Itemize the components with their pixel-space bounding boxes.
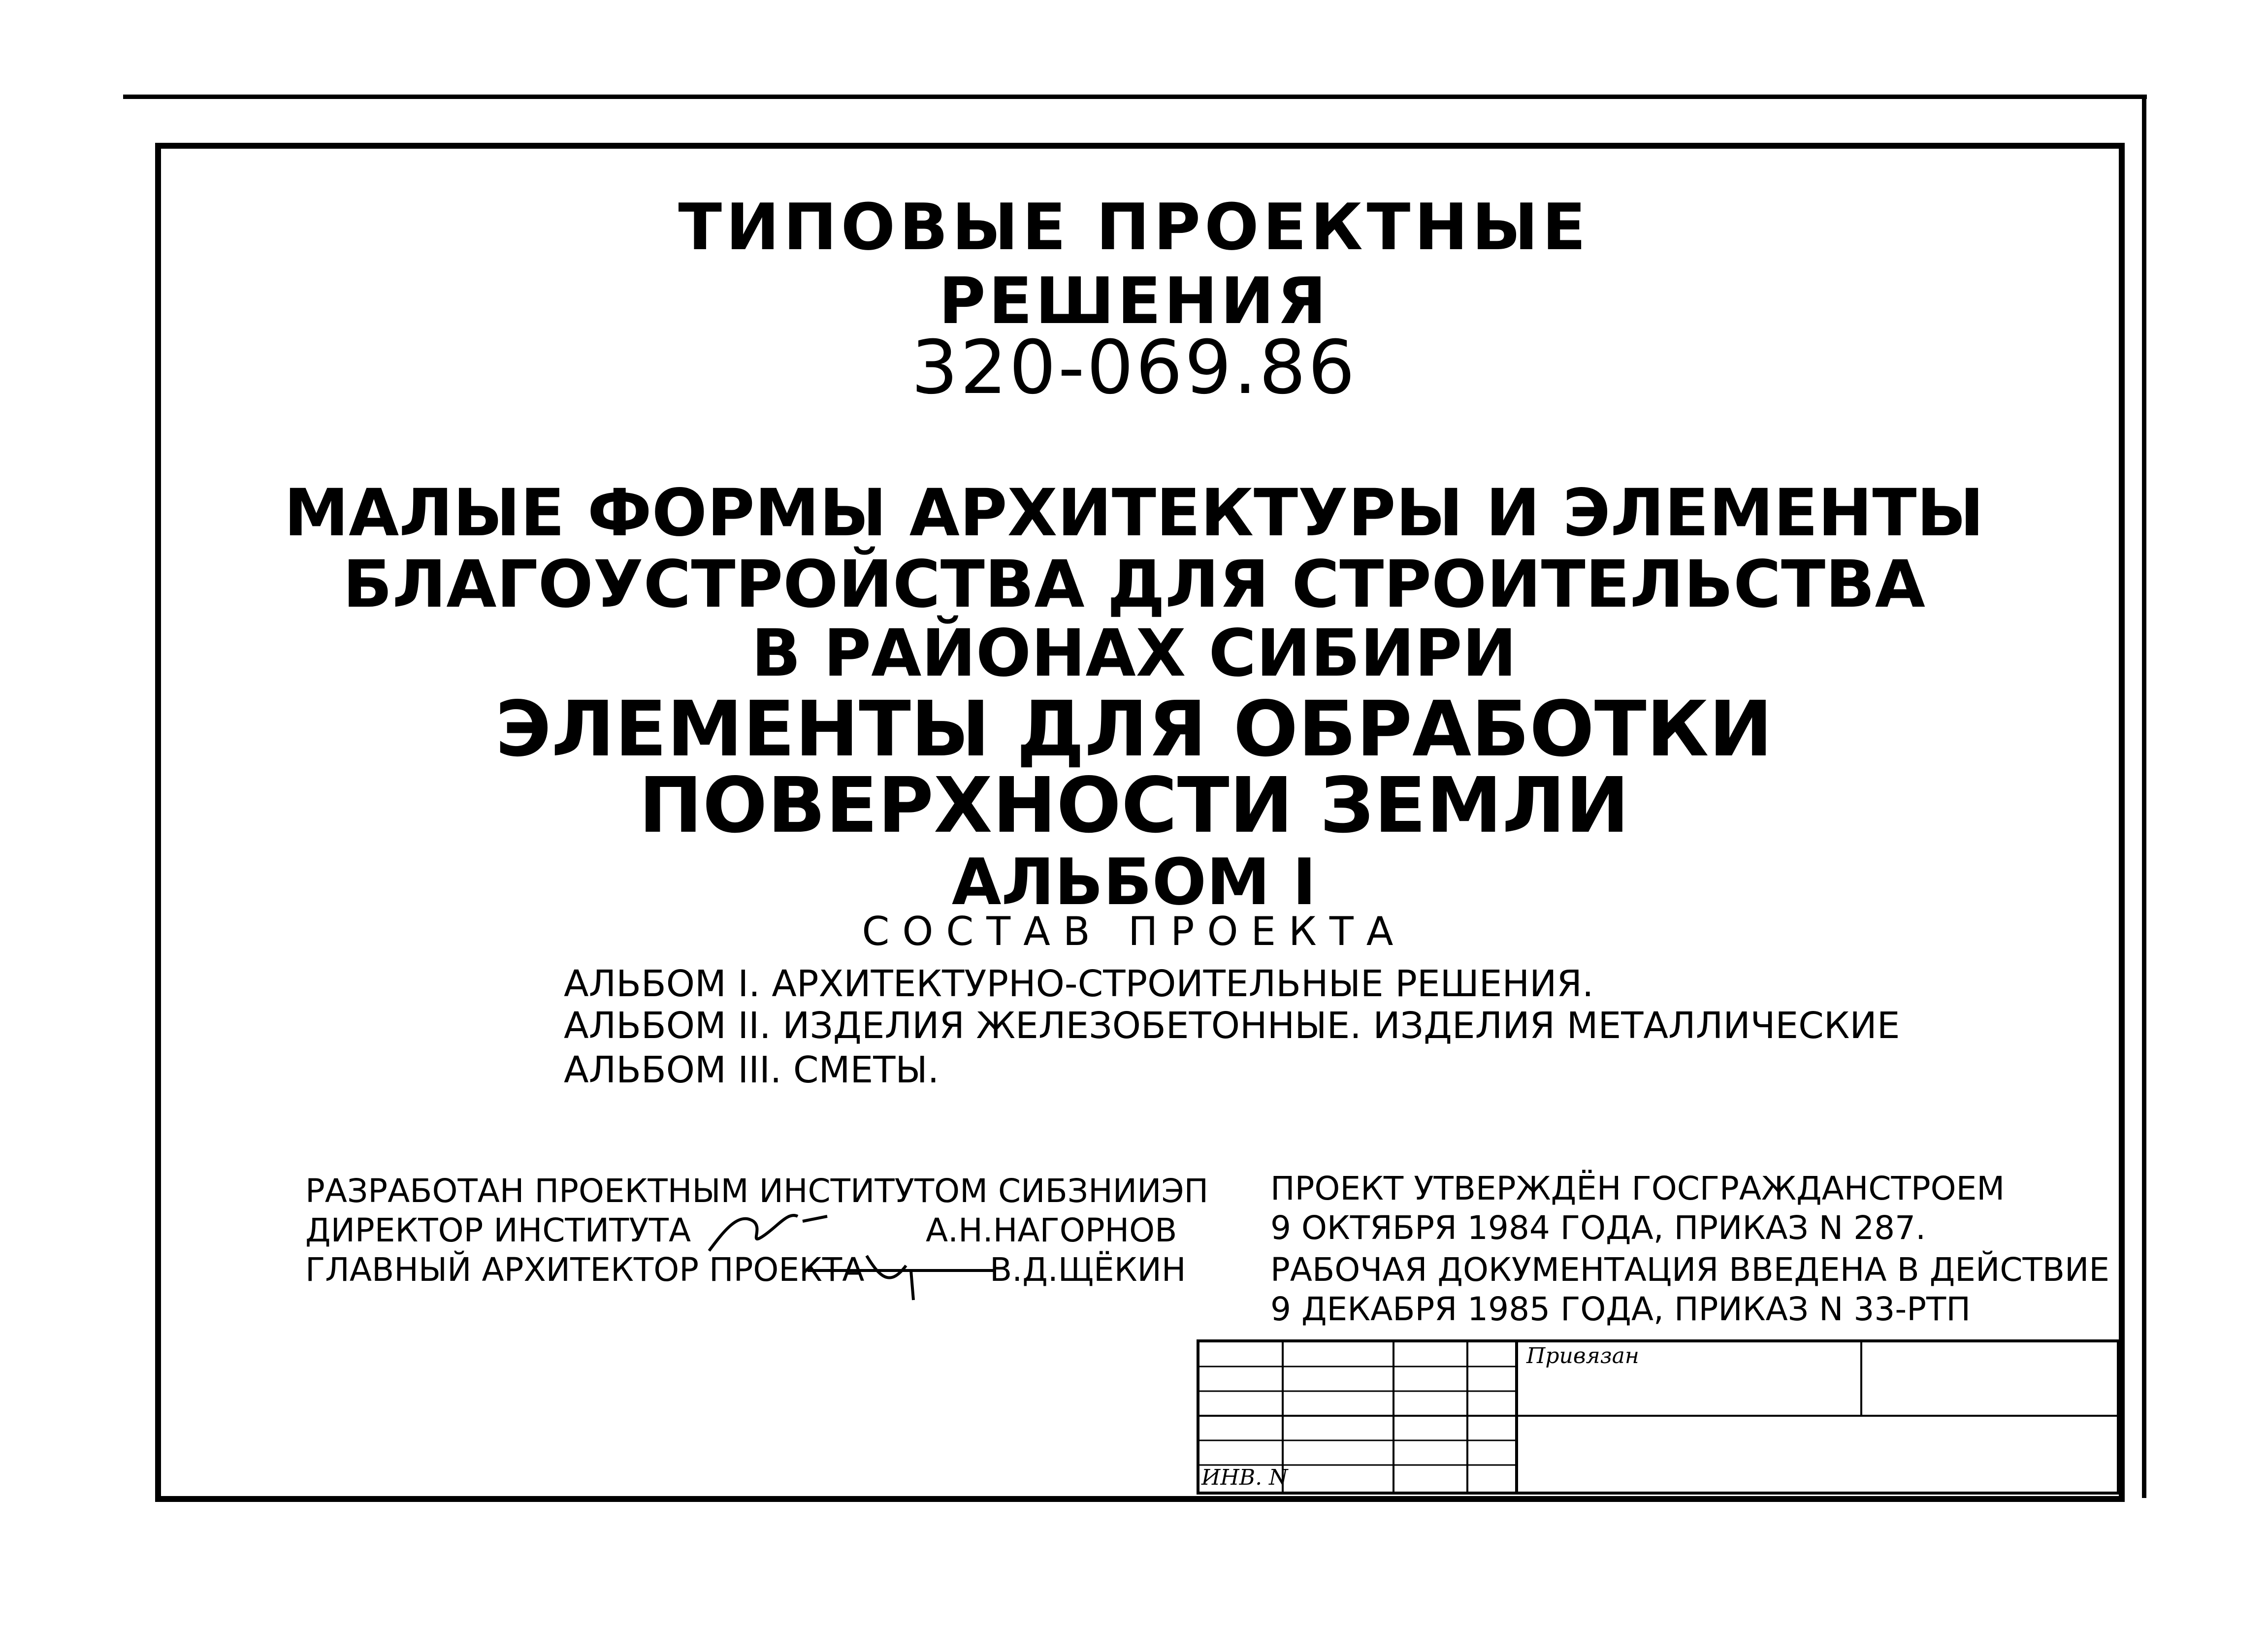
top-rule (123, 95, 2147, 99)
subtitle-line-1: ЭЛЕМЕНТЫ ДЛЯ ОБРАБОТКИ (495, 684, 1773, 774)
director-label: ДИРЕКТОР ИНСТИТУТА (305, 1211, 691, 1249)
director-name: А.Н.НАГОРНОВ (926, 1211, 1177, 1249)
approval-line-4: 9 ДЕКАБРЯ 1985 ГОДА, ПРИКАЗ N 33-РТП (1270, 1290, 1971, 1328)
album-list-item: АЛЬБОМ I. АРХИТЕКТУРНО-СТРОИТЕЛЬНЫЕ РЕШЕНИЯ. (564, 963, 1594, 1005)
architect-name: В.Д.ЩЁКИН (990, 1251, 1186, 1289)
architect-signature (808, 1251, 1004, 1305)
approval-line-3: РАБОЧАЯ ДОКУМЕНТАЦИЯ ВВЕДЕНА В ДЕЙСТВИЕ (1270, 1251, 2110, 1289)
album-heading: АЛЬБОМ I (951, 845, 1317, 919)
architect-label: ГЛАВНЫЙ АРХИТЕКТОР ПРОЕКТА (305, 1251, 865, 1289)
main-title-line-1: МАЛЫЕ ФОРМЫ АРХИТЕКТУРЫ И ЭЛЕМЕНТЫ (284, 475, 1984, 551)
album-list-item: АЛЬБОМ III. СМЕТЫ. (564, 1049, 940, 1091)
title-line-2: РЕШЕНИЯ (939, 263, 1329, 338)
subtitle-line-2: ПОВЕРХНОСТИ ЗЕМЛИ (639, 761, 1629, 850)
title-line-1: ТИПОВЫЕ ПРОЕКТНЫЕ (678, 190, 1590, 264)
approval-line-2: 9 ОКТЯБРЯ 1984 ГОДА, ПРИКАЗ N 287. (1270, 1209, 1926, 1247)
main-title-line-3: В РАЙОНАХ СИБИРИ (751, 616, 1517, 691)
stamp-label: Привязан (1526, 1343, 1639, 1368)
stamp-inventory-label: ИНВ. N (1201, 1465, 1288, 1490)
composition-heading: СОСТАВ ПРОЕКТА (862, 909, 1406, 954)
approval-line-1: ПРОЕКТ УТВЕРЖДЁН ГОСГРАЖДАНСТРОЕМ (1270, 1170, 2005, 1207)
stamp-table (1197, 1339, 2120, 1495)
album-list-item: АЛЬБОМ II. ИЗДЕЛИЯ ЖЕЛЕЗОБЕТОННЫЕ. ИЗДЕЛИЯ МЕТАЛЛИЧЕСКИЕ (564, 1005, 1900, 1047)
main-title-line-2: БЛАГОУСТРОЙСТВА ДЛЯ СТРОИТЕЛЬСТВА (343, 547, 1925, 622)
developer-line: РАЗРАБОТАН ПРОЕКТНЫМ ИНСТИТУТОМ СИБЗНИИЭП (305, 1172, 1209, 1210)
project-number: 320-069.86 (911, 325, 1357, 411)
